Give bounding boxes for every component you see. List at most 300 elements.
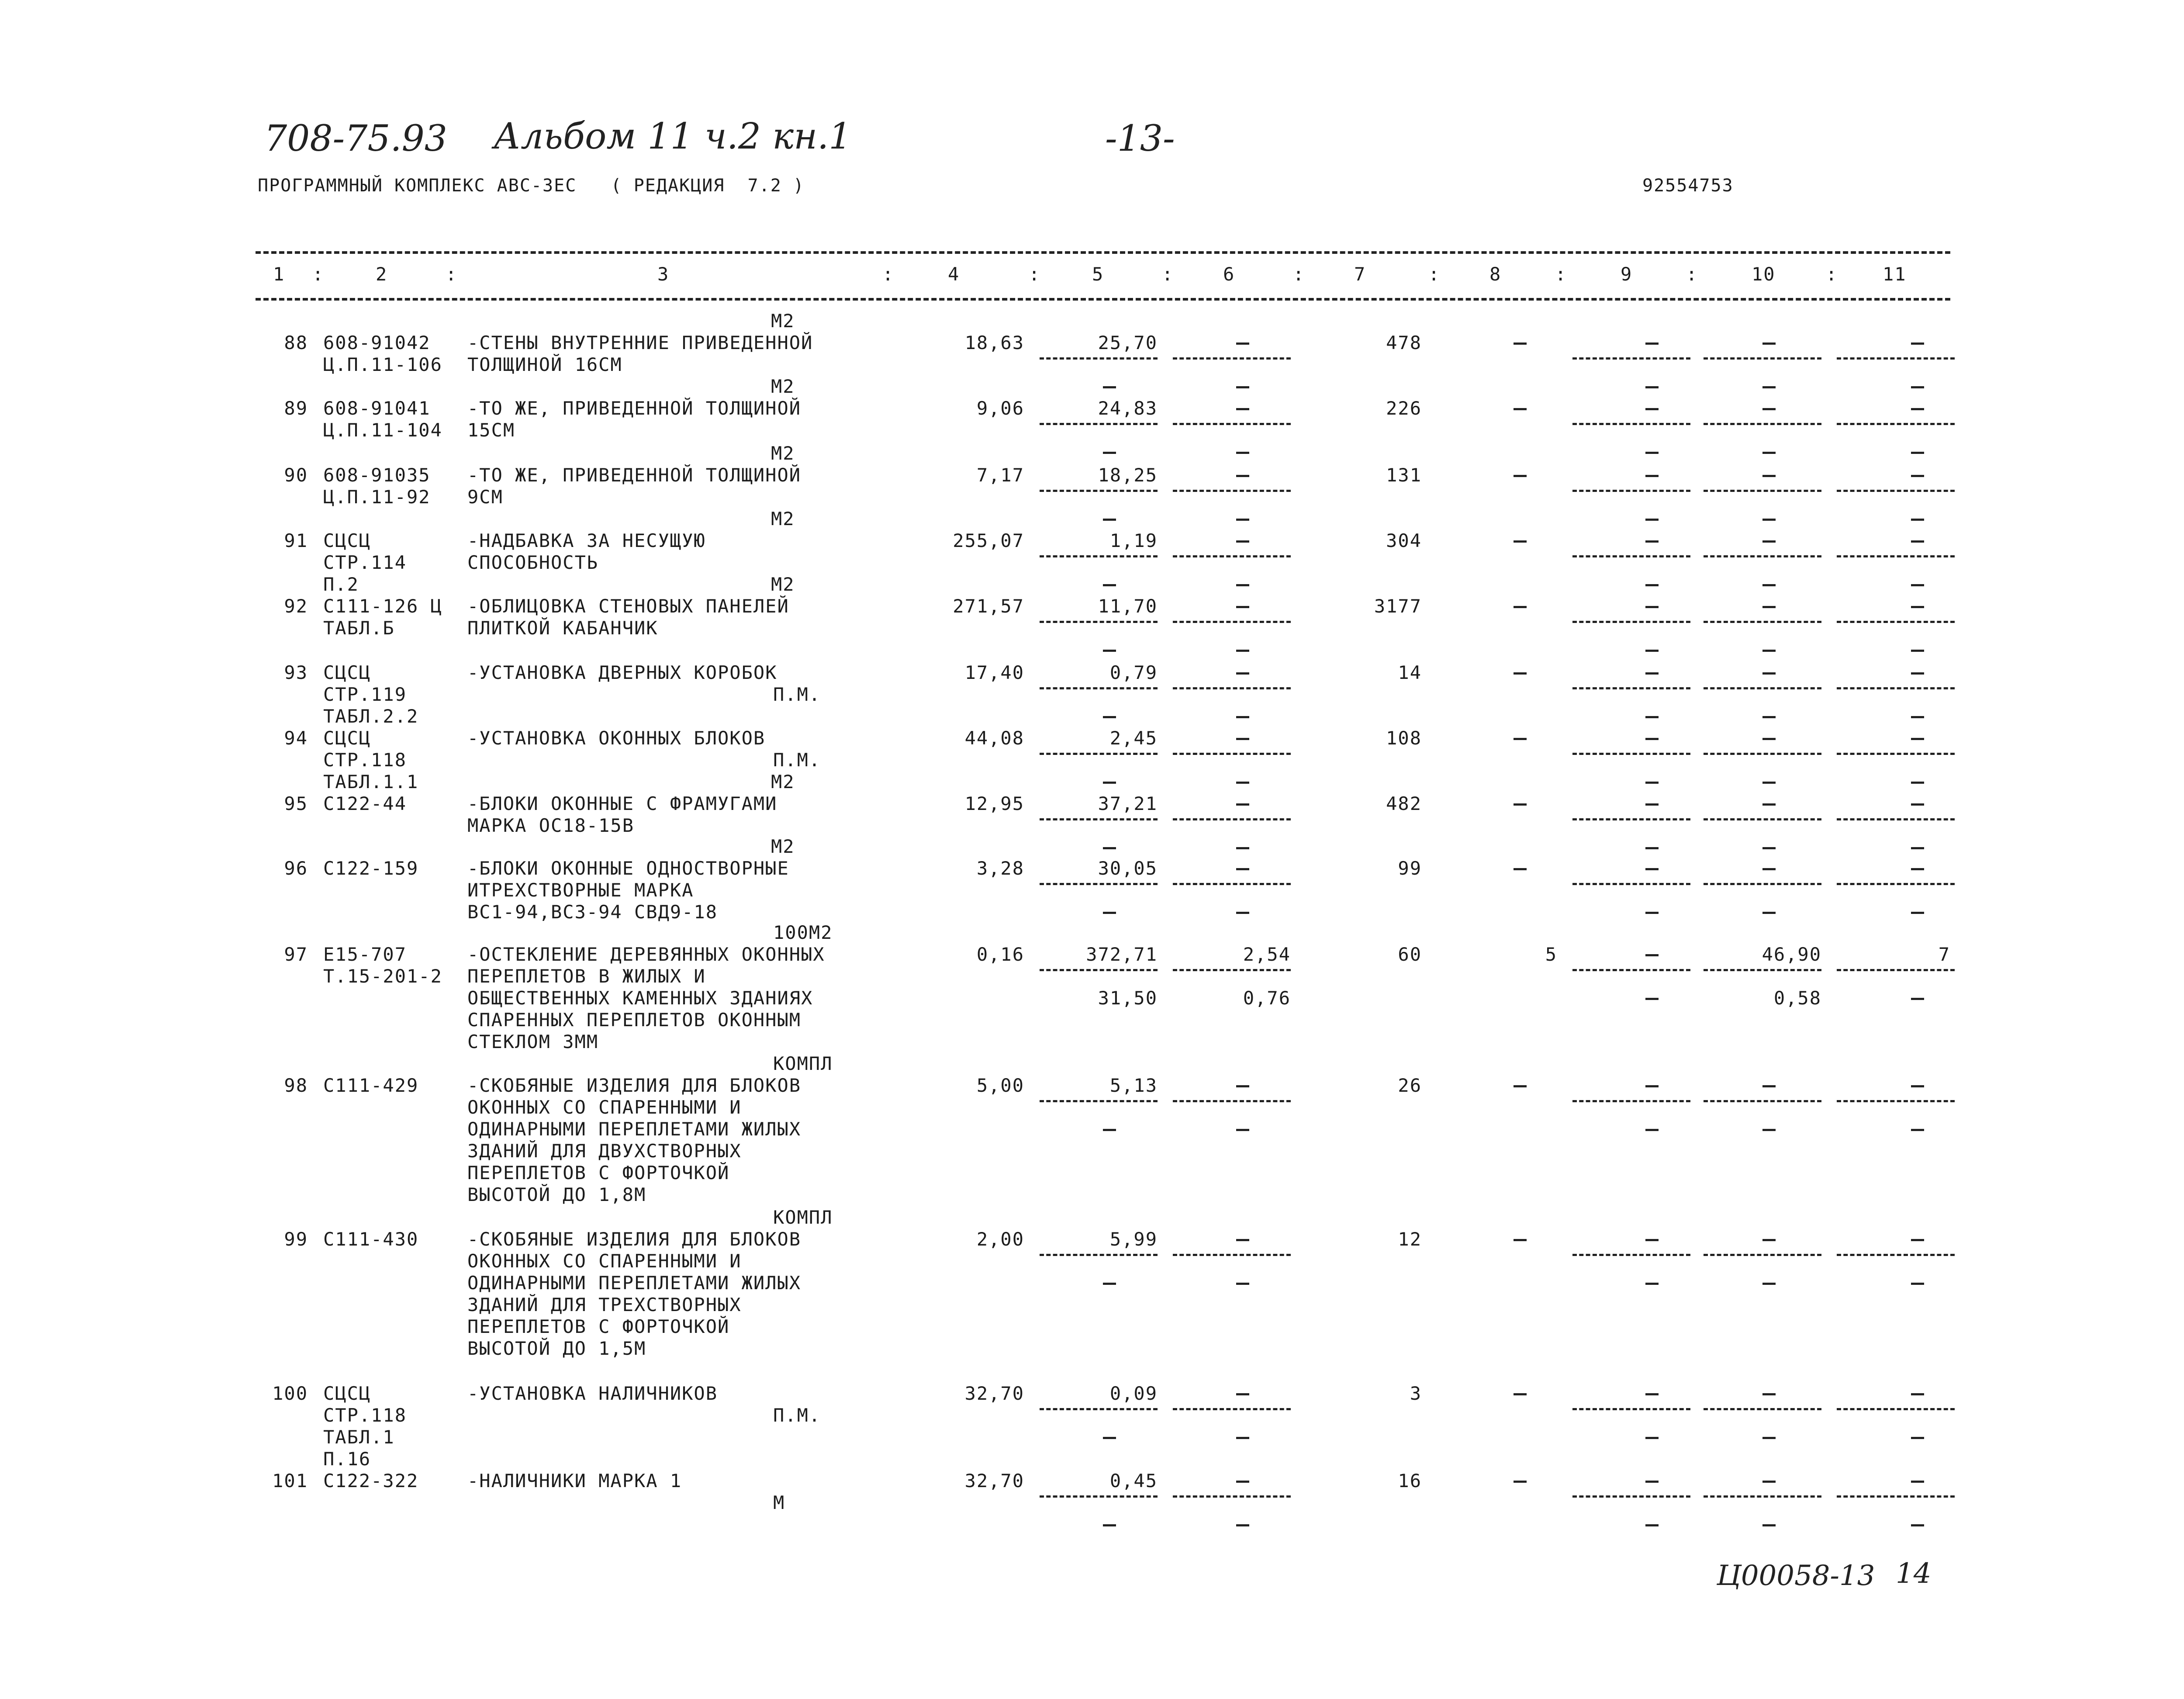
subtotal-rule-col5 — [1040, 1495, 1158, 1498]
column-header-3: 3 — [657, 263, 670, 285]
cell-col10-dash — [1762, 1239, 1776, 1241]
subtotal-rule-col5 — [1040, 490, 1158, 492]
subtotal-rule-col9 — [1572, 621, 1690, 623]
subtotal-rule-col9 — [1572, 883, 1690, 885]
cell-col5: 0,45 — [1109, 1470, 1158, 1491]
subtotal-rule-col10 — [1704, 883, 1821, 885]
subtotal-rule-col11 — [1837, 969, 1955, 971]
sub-col5-dash — [1103, 452, 1116, 454]
sub-col6: 0,76 — [1243, 987, 1291, 1009]
resource-code: ТАБЛ.1.1 — [323, 771, 419, 792]
cell-col11-dash — [1911, 1393, 1924, 1395]
cell-col5: 18,25 — [1098, 464, 1158, 486]
subtotal-rule-col5 — [1040, 621, 1158, 623]
cell-col7: 304 — [1386, 530, 1422, 551]
subtotal-rule-col10 — [1704, 1408, 1821, 1410]
cell-col11-dash — [1911, 868, 1924, 870]
sub-col9-dash — [1645, 386, 1659, 388]
resource-code: С111-430 — [323, 1228, 419, 1250]
subtotal-rule-col5 — [1040, 687, 1158, 689]
cell-col10-dash — [1762, 738, 1776, 740]
subtotal-rule-col9 — [1572, 423, 1690, 425]
cell-col9-dash — [1645, 1481, 1659, 1483]
work-description: -ОБЛИЦОВКА СТЕНОВЫХ ПАНЕЛЕЙ — [467, 595, 789, 617]
sub-col6-dash — [1236, 1524, 1249, 1526]
sub-col10-dash — [1762, 519, 1776, 521]
subtotal-rule-col9 — [1572, 490, 1690, 492]
cell-col6-dash — [1236, 868, 1249, 870]
subtotal-rule-col9 — [1572, 1254, 1690, 1256]
subtotal-rule-col9 — [1572, 687, 1690, 689]
sub-col10-dash — [1762, 386, 1776, 388]
sub-col10-dash — [1762, 782, 1776, 784]
cell-col6-dash — [1236, 1239, 1249, 1241]
cell-col7: 26 — [1398, 1075, 1422, 1096]
cell-col11-dash — [1911, 475, 1924, 477]
sub-col9-dash — [1645, 782, 1659, 784]
sub-col11-dash — [1911, 1524, 1924, 1526]
resource-code: Ц.П.11-92 — [323, 486, 431, 508]
sub-col10: 0,58 — [1773, 987, 1821, 1009]
subtotal-rule-col6 — [1173, 621, 1291, 623]
cell-col7: 60 — [1398, 944, 1422, 965]
resource-code: СЦСЦ — [323, 727, 371, 749]
row-number: 95 — [284, 793, 308, 814]
cell-col6-dash — [1236, 1481, 1249, 1483]
cell-col7: 226 — [1386, 398, 1422, 419]
cell-col6: 2,54 — [1243, 944, 1291, 965]
unit-label: П.М. — [773, 684, 821, 705]
column-header-1: 1 — [273, 263, 285, 285]
column-separator: : — [1162, 263, 1174, 285]
cell-col7: 131 — [1386, 464, 1422, 486]
sub-col5-dash — [1103, 584, 1116, 586]
sub-col6-dash — [1236, 1437, 1249, 1439]
cell-col11-dash — [1911, 606, 1924, 608]
cell-col7: 12 — [1398, 1228, 1422, 1250]
sub-col11-dash — [1911, 452, 1924, 454]
column-separator: : — [1428, 263, 1441, 285]
cell-col4: 32,70 — [964, 1470, 1024, 1491]
sub-col6-dash — [1236, 386, 1249, 388]
subtotal-rule-col11 — [1837, 1495, 1955, 1498]
row-number: 96 — [284, 858, 308, 879]
sub-col6-dash — [1236, 584, 1249, 586]
cell-col5: 25,70 — [1098, 332, 1158, 353]
sub-col11-dash — [1911, 519, 1924, 521]
subtotal-rule-col5 — [1040, 1408, 1158, 1410]
work-description: ВС1-94,ВС3-94 СВД9-18 — [467, 901, 718, 923]
sub-col6-dash — [1236, 1283, 1249, 1285]
unit-label: М2 — [771, 508, 795, 529]
resource-code: П.2 — [323, 574, 359, 595]
row-number: 101 — [272, 1470, 308, 1491]
sub-col5: 31,50 — [1098, 987, 1158, 1009]
work-description: -ТО ЖЕ, ПРИВЕДЕННОЙ ТОЛЩИНОЙ — [467, 464, 802, 486]
subtotal-rule-col10 — [1704, 1100, 1821, 1102]
sub-col9-dash — [1645, 716, 1659, 718]
sub-col9-dash — [1645, 1283, 1659, 1285]
subtotal-rule-col6 — [1173, 753, 1291, 755]
cell-col10-dash — [1762, 408, 1776, 410]
subtotal-rule-col9 — [1572, 818, 1690, 820]
subtotal-rule-col9 — [1572, 555, 1690, 557]
cell-col8: 5 — [1545, 944, 1557, 965]
cell-col9-dash — [1645, 672, 1659, 675]
subtotal-rule-col9 — [1572, 1408, 1690, 1410]
work-description: ОБЩЕСТВЕННЫХ КАМЕННЫХ ЗДАНИЯХ — [467, 987, 813, 1009]
row-number: 97 — [284, 944, 308, 965]
subtotal-rule-col6 — [1173, 687, 1291, 689]
cell-col10-dash — [1762, 606, 1776, 608]
work-description: -БЛОКИ ОКОННЫЕ ОДНОСТВОРНЫЕ — [467, 858, 789, 879]
resource-code: ТАБЛ.2.2 — [323, 706, 419, 727]
column-header-6: 6 — [1223, 263, 1235, 285]
sub-col10-dash — [1762, 1129, 1776, 1131]
sub-col11-dash — [1911, 1129, 1924, 1131]
subtotal-rule-col10 — [1704, 818, 1821, 820]
cell-col7: 3 — [1410, 1383, 1422, 1404]
cell-col4: 3,28 — [976, 858, 1024, 879]
resource-code: Т.15-201-2 — [323, 965, 442, 987]
work-description: ТОЛЩИНОЙ 16СМ — [467, 354, 622, 375]
resource-code: СЦСЦ — [323, 662, 371, 683]
sub-col10-dash — [1762, 452, 1776, 454]
column-header-7: 7 — [1354, 263, 1366, 285]
cell-col8-dash — [1514, 738, 1527, 740]
work-description: -УСТАНОВКА ОКОННЫХ БЛОКОВ — [467, 727, 766, 749]
subtotal-rule-col11 — [1837, 621, 1955, 623]
sub-col10-dash — [1762, 912, 1776, 914]
cell-col6-dash — [1236, 606, 1249, 608]
column-separator: : — [1555, 263, 1567, 285]
cell-col5: 372,71 — [1086, 944, 1158, 965]
cell-col9-dash — [1645, 343, 1659, 345]
subtotal-rule-col11 — [1837, 423, 1955, 425]
cell-col9-dash — [1645, 1239, 1659, 1241]
sub-col6-dash — [1236, 1129, 1249, 1131]
subtotal-rule-col10 — [1704, 969, 1821, 971]
subtotal-rule-col6 — [1173, 555, 1291, 557]
cell-col4: 9,06 — [976, 398, 1024, 419]
cell-col5: 37,21 — [1098, 793, 1158, 814]
cell-col10-dash — [1762, 475, 1776, 477]
cell-col9-dash — [1645, 408, 1659, 410]
sub-col5-dash — [1103, 912, 1116, 914]
cell-col6-dash — [1236, 1393, 1249, 1395]
subtotal-rule-col10 — [1704, 490, 1821, 492]
sub-col10-dash — [1762, 847, 1776, 849]
sub-col5-dash — [1103, 1283, 1116, 1285]
unit-label: М2 — [771, 574, 795, 595]
cell-col8-dash — [1514, 606, 1527, 608]
subtotal-rule-col11 — [1837, 357, 1955, 360]
row-number: 88 — [284, 332, 308, 353]
column-header-5: 5 — [1092, 263, 1104, 285]
subtotal-rule-col9 — [1572, 357, 1690, 360]
sub-col5-dash — [1103, 1129, 1116, 1131]
handwritten-album: Альбом 11 ч.2 кн.1 — [494, 116, 852, 157]
column-separator: : — [446, 263, 458, 285]
header-top-rule — [256, 251, 1950, 254]
cell-col6-dash — [1236, 408, 1249, 410]
subtotal-rule-col6 — [1173, 818, 1291, 820]
resource-code: СТР.119 — [323, 684, 407, 705]
column-separator: : — [1686, 263, 1698, 285]
cell-col7: 478 — [1386, 332, 1422, 353]
row-number: 99 — [284, 1228, 308, 1250]
cell-col10: 46,90 — [1762, 944, 1821, 965]
cell-col4: 12,95 — [964, 793, 1024, 814]
subtotal-rule-col11 — [1837, 753, 1955, 755]
sub-col9-dash — [1645, 452, 1659, 454]
work-description: ВЫСОТОЙ ДО 1,8М — [467, 1184, 646, 1205]
work-description: 15СМ — [467, 419, 515, 441]
cell-col4: 32,70 — [964, 1383, 1024, 1404]
work-description: 9СМ — [467, 486, 503, 508]
cell-col6-dash — [1236, 738, 1249, 740]
subtotal-rule-col5 — [1040, 555, 1158, 557]
row-number: 89 — [284, 398, 308, 419]
column-header-8: 8 — [1489, 263, 1502, 285]
cell-col7: 108 — [1386, 727, 1422, 749]
cell-col11: 7 — [1938, 944, 1950, 965]
unit-label: М2 — [771, 376, 795, 397]
resource-code: СТР.118 — [323, 749, 407, 771]
cell-col6-dash — [1236, 803, 1249, 806]
subtotal-rule-col9 — [1572, 1495, 1690, 1498]
cell-col8-dash — [1514, 343, 1527, 345]
cell-col11-dash — [1911, 672, 1924, 675]
resource-code: Ц.П.11-104 — [323, 419, 442, 441]
subtotal-rule-col11 — [1837, 883, 1955, 885]
resource-code: 608-91041 — [323, 398, 431, 419]
cell-col9-dash — [1645, 803, 1659, 806]
work-description: ОДИНАРНЫМИ ПЕРЕПЛЕТАМИ ЖИЛЫХ — [467, 1272, 802, 1294]
cell-col10-dash — [1762, 803, 1776, 806]
sub-col5-dash — [1103, 519, 1116, 521]
subtotal-rule-col11 — [1837, 1100, 1955, 1102]
sub-col9-dash — [1645, 650, 1659, 652]
resource-code: СТР.114 — [323, 552, 407, 573]
cell-col4: 44,08 — [964, 727, 1024, 749]
handwritten-page-number: -13- — [1105, 118, 1175, 159]
subtotal-rule-col9 — [1572, 1100, 1690, 1102]
sub-col9-dash — [1645, 847, 1659, 849]
header-bottom-rule — [256, 298, 1950, 301]
cell-col7: 99 — [1398, 858, 1422, 879]
cell-col10-dash — [1762, 1085, 1776, 1087]
subtotal-rule-col6 — [1173, 357, 1291, 360]
cell-col4: 0,16 — [976, 944, 1024, 965]
unit-label: М2 — [771, 771, 795, 792]
handwritten-doc-number: 708-75.93 — [264, 118, 447, 159]
cell-col11-dash — [1911, 738, 1924, 740]
cell-col4: 7,17 — [976, 464, 1024, 486]
column-separator: : — [1029, 263, 1041, 285]
cell-col8-dash — [1514, 672, 1527, 675]
sub-col5-dash — [1103, 847, 1116, 849]
resource-code: ТАБЛ.Б — [323, 617, 395, 639]
resource-code: 608-91042 — [323, 332, 431, 353]
resource-code: С122-44 — [323, 793, 407, 814]
cell-col5: 5,99 — [1109, 1228, 1158, 1250]
subtotal-rule-col6 — [1173, 969, 1291, 971]
sub-col10-dash — [1762, 1524, 1776, 1526]
work-description: ПЕРЕПЛЕТОВ С ФОРТОЧКОЙ — [467, 1162, 730, 1183]
document-code: 92554753 — [1642, 176, 1734, 196]
resource-code: ТАБЛ.1 — [323, 1426, 395, 1448]
work-description: ПЕРЕПЛЕТОВ С ФОРТОЧКОЙ — [467, 1316, 730, 1337]
subtotal-rule-col5 — [1040, 357, 1158, 360]
subtotal-rule-col6 — [1173, 490, 1291, 492]
work-description: -БЛОКИ ОКОННЫЕ С ФРАМУГАМИ — [467, 793, 778, 814]
subtotal-rule-col10 — [1704, 555, 1821, 557]
column-header-11: 11 — [1883, 263, 1907, 285]
cell-col5: 11,70 — [1098, 595, 1158, 617]
work-description: -УСТАНОВКА ДВЕРНЫХ КОРОБОК — [467, 662, 778, 683]
sub-col9-dash — [1645, 1524, 1659, 1526]
unit-label: КОМПЛ — [773, 1207, 833, 1228]
subtotal-rule-col10 — [1704, 621, 1821, 623]
sub-col9-dash — [1645, 1129, 1659, 1131]
cell-col7: 14 — [1398, 662, 1422, 683]
cell-col11-dash — [1911, 1481, 1924, 1483]
subtotal-rule-col5 — [1040, 1254, 1158, 1256]
subtotal-rule-col11 — [1837, 687, 1955, 689]
subtotal-rule-col10 — [1704, 687, 1821, 689]
resource-code: Е15-707 — [323, 944, 407, 965]
work-description: -УСТАНОВКА НАЛИЧНИКОВ — [467, 1383, 718, 1404]
sub-col9-dash — [1645, 519, 1659, 521]
cell-col9-dash — [1645, 868, 1659, 870]
subtotal-rule-col10 — [1704, 423, 1821, 425]
cell-col10-dash — [1762, 1481, 1776, 1483]
cell-col5: 30,05 — [1098, 858, 1158, 879]
cell-col4: 2,00 — [976, 1228, 1024, 1250]
work-description: -НАЛИЧНИКИ МАРКА 1 — [467, 1470, 682, 1491]
column-separator: : — [882, 263, 895, 285]
work-description: -ТО ЖЕ, ПРИВЕДЕННОЙ ТОЛЩИНОЙ — [467, 398, 802, 419]
subtotal-rule-col6 — [1173, 1254, 1291, 1256]
cell-col4: 255,07 — [953, 530, 1024, 551]
subtotal-rule-col10 — [1704, 357, 1821, 360]
sub-col10-dash — [1762, 716, 1776, 718]
cell-col10-dash — [1762, 540, 1776, 543]
work-description: ВЫСОТОЙ ДО 1,5М — [467, 1338, 646, 1359]
unit-label: М2 — [771, 310, 795, 332]
cell-col7: 3177 — [1374, 595, 1422, 617]
resource-code: СЦСЦ — [323, 1383, 371, 1404]
work-description: -НАДБАВКА ЗА НЕСУЩУЮ — [467, 530, 706, 551]
sub-col6-dash — [1236, 716, 1249, 718]
cell-col6-dash — [1236, 475, 1249, 477]
cell-col8-dash — [1514, 408, 1527, 410]
handwritten-footer-code: Ц00058-13 — [1717, 1560, 1875, 1592]
program-header: ПРОГРАММНЫЙ КОМПЛЕКС АВС-3ЕС ( РЕДАКЦИЯ 7.2 ) — [258, 176, 805, 196]
cell-col9-dash — [1645, 1085, 1659, 1087]
work-description: ЗДАНИЙ ДЛЯ ТРЕХСТВОРНЫХ — [467, 1294, 742, 1315]
resource-code: 608-91035 — [323, 464, 431, 486]
resource-code: С111-429 — [323, 1075, 419, 1096]
sub-col11-dash — [1911, 716, 1924, 718]
work-description: ЗДАНИЙ ДЛЯ ДВУХСТВОРНЫХ — [467, 1140, 742, 1162]
row-number: 92 — [284, 595, 308, 617]
resource-code: СТР.118 — [323, 1405, 407, 1426]
subtotal-rule-col11 — [1837, 490, 1955, 492]
resource-code: С111-126 Ц — [323, 595, 442, 617]
subtotal-rule-col5 — [1040, 818, 1158, 820]
subtotal-rule-col9 — [1572, 969, 1690, 971]
row-number: 93 — [284, 662, 308, 683]
sub-col11-dash — [1911, 650, 1924, 652]
cell-col11-dash — [1911, 803, 1924, 806]
sub-col5-dash — [1103, 782, 1116, 784]
column-header-9: 9 — [1621, 263, 1633, 285]
column-header-4: 4 — [948, 263, 960, 285]
cell-col11-dash — [1911, 408, 1924, 410]
unit-label: КОМПЛ — [773, 1053, 833, 1074]
work-description: ОКОННЫХ СО СПАРЕННЫМИ И — [467, 1097, 742, 1118]
cell-col4: 18,63 — [964, 332, 1024, 353]
row-number: 98 — [284, 1075, 308, 1096]
sub-col10-dash — [1762, 584, 1776, 586]
resource-code: СЦСЦ — [323, 530, 371, 551]
unit-label: П.М. — [773, 749, 821, 771]
work-description: ОДИНАРНЫМИ ПЕРЕПЛЕТАМИ ЖИЛЫХ — [467, 1118, 802, 1140]
work-description: СПАРЕННЫХ ПЕРЕПЛЕТОВ ОКОННЫМ — [467, 1009, 802, 1031]
work-description: ПЛИТКОЙ КАБАНЧИК — [467, 617, 658, 639]
sub-col5-dash — [1103, 386, 1116, 388]
cell-col7: 482 — [1386, 793, 1422, 814]
sub-col11-dash — [1911, 584, 1924, 586]
sub-col9-dash — [1645, 998, 1659, 1000]
row-number: 91 — [284, 530, 308, 551]
cell-col9-dash — [1645, 954, 1659, 956]
sub-col9-dash — [1645, 1437, 1659, 1439]
resource-code: П.16 — [323, 1448, 371, 1470]
row-number: 100 — [272, 1383, 308, 1404]
subtotal-rule-col6 — [1173, 423, 1291, 425]
cell-col6-dash — [1236, 672, 1249, 675]
cell-col9-dash — [1645, 606, 1659, 608]
subtotal-rule-col10 — [1704, 1254, 1821, 1256]
sub-col6-dash — [1236, 452, 1249, 454]
cell-col8-dash — [1514, 475, 1527, 477]
sub-col9-dash — [1645, 584, 1659, 586]
subtotal-rule-col11 — [1837, 818, 1955, 820]
subtotal-rule-col5 — [1040, 423, 1158, 425]
cell-col5: 24,83 — [1098, 398, 1158, 419]
column-header-2: 2 — [376, 263, 388, 285]
sub-col5-dash — [1103, 1524, 1116, 1526]
cell-col7: 16 — [1398, 1470, 1422, 1491]
sub-col9-dash — [1645, 912, 1659, 914]
subtotal-rule-col10 — [1704, 1495, 1821, 1498]
cell-col4: 5,00 — [976, 1075, 1024, 1096]
sub-col11-dash — [1911, 1437, 1924, 1439]
cell-col8-dash — [1514, 1393, 1527, 1395]
work-description: -СКОБЯНЫЕ ИЗДЕЛИЯ ДЛЯ БЛОКОВ — [467, 1228, 802, 1250]
subtotal-rule-col11 — [1837, 555, 1955, 557]
subtotal-rule-col6 — [1173, 1408, 1291, 1410]
column-header-10: 10 — [1752, 263, 1776, 285]
sub-col5-dash — [1103, 716, 1116, 718]
subtotal-rule-col5 — [1040, 1100, 1158, 1102]
column-separator: : — [1293, 263, 1305, 285]
cell-col11-dash — [1911, 1239, 1924, 1241]
cell-col5: 0,79 — [1109, 662, 1158, 683]
